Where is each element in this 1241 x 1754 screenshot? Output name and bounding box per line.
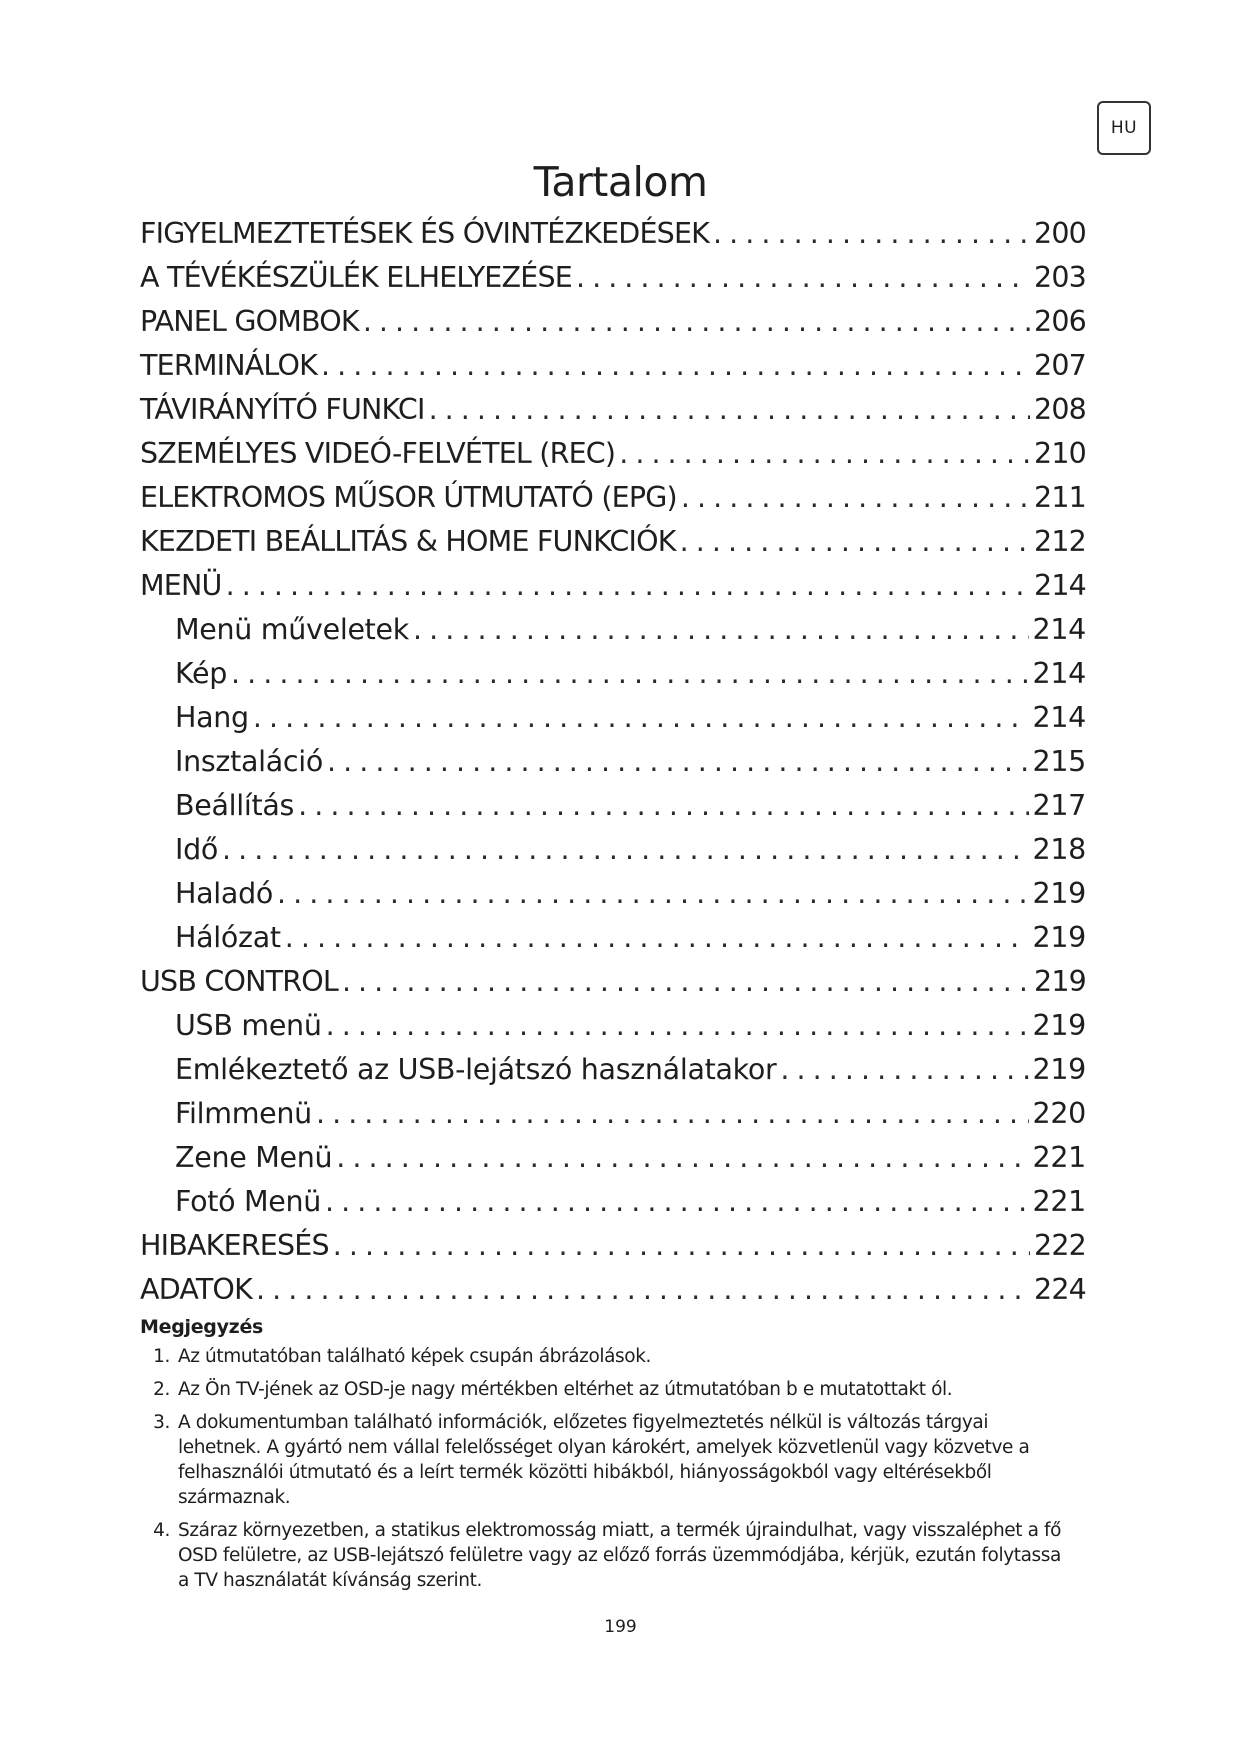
- toc-entry-title: Fotó Menü: [175, 1185, 322, 1218]
- toc-leader-dots: [256, 1268, 1030, 1312]
- note-text: A dokumentumban található információk, előzetes figyelmeztetés nélkül is változás tárgyai lehetnek. A gyártó nem vállal felelősséget olyan károkért, amelyek közvetlenül vagy közvetve a felhasználói útmutató és a leírt termék közötti hibákból, hiányosságokból vagy eltérésekből származnak.: [178, 1412, 1030, 1508]
- note-item: [140, 1377, 1070, 1402]
- toc-entry-page: 214: [1032, 613, 1086, 646]
- toc-entry-title: ADATOK: [140, 1273, 252, 1306]
- toc-entry-page: 207: [1034, 349, 1086, 382]
- toc-entry-page: 212: [1034, 525, 1086, 558]
- toc-entry[interactable]: [140, 608, 1086, 652]
- toc-entry-page: 210: [1034, 437, 1086, 470]
- toc-entry[interactable]: [140, 256, 1086, 300]
- toc-entry[interactable]: [140, 520, 1086, 564]
- toc-entry[interactable]: [140, 696, 1086, 740]
- note-number: 2.: [153, 1379, 170, 1400]
- toc-entry-page: 211: [1034, 481, 1086, 514]
- toc-entry[interactable]: [140, 1004, 1086, 1048]
- toc-entry-title: Idő: [175, 833, 219, 866]
- page-title: Tartalom: [533, 158, 708, 206]
- table-of-contents: [140, 212, 1086, 1312]
- toc-entry[interactable]: [140, 916, 1086, 960]
- note-item: [140, 1410, 1070, 1510]
- note-number: 3.: [153, 1412, 170, 1433]
- toc-entry-title: USB CONTROL: [140, 965, 338, 998]
- toc-leader-dots: [226, 564, 1030, 608]
- toc-leader-dots: [327, 740, 1028, 784]
- toc-leader-dots: [342, 960, 1030, 1004]
- toc-entry-page: 214: [1032, 657, 1086, 690]
- notes-list: [140, 1344, 1070, 1593]
- toc-entry[interactable]: [140, 872, 1086, 916]
- toc-entry[interactable]: [140, 652, 1086, 696]
- toc-entry-page: 206: [1034, 305, 1086, 338]
- toc-entry-title: SZEMÉLYES VIDEÓ-FELVÉTEL (REC): [140, 437, 616, 470]
- toc-entry-title: Menü műveletek: [175, 613, 410, 646]
- toc-leader-dots: [413, 608, 1028, 652]
- note-text: Száraz környezetben, a statikus elektromosság miatt, a termék újraindulhat, vagy visszaléphet a fő OSD felületre, az USB-lejátszó felületre vagy az előző forrás üzemmódjába, kérjük, ezután folytassa a TV használatát kívánság szerint.: [178, 1520, 1062, 1591]
- toc-entry[interactable]: [140, 564, 1086, 608]
- toc-leader-dots: [277, 872, 1028, 916]
- note-number: 4.: [153, 1520, 170, 1541]
- toc-entry-title: MENÜ: [140, 569, 222, 602]
- toc-leader-dots: [298, 784, 1028, 828]
- toc-leader-dots: [321, 344, 1030, 388]
- toc-leader-dots: [619, 432, 1030, 476]
- toc-entry[interactable]: [140, 432, 1086, 476]
- toc-entry-title: ELEKTROMOS MŰSOR ÚTMUTATÓ (EPG): [140, 481, 677, 514]
- toc-entry-title: PANEL GOMBOK: [140, 305, 359, 338]
- toc-entry-title: Insztaláció: [175, 745, 324, 778]
- toc-entry-title: TERMINÁLOK: [140, 349, 318, 382]
- toc-entry-page: 208: [1034, 393, 1086, 426]
- toc-entry-title: Kép: [175, 657, 227, 690]
- note-text: Az útmutatóban található képek csupán ábrázolások.: [178, 1346, 651, 1367]
- toc-entry-title: Haladó: [175, 877, 274, 910]
- toc-entry[interactable]: [140, 1048, 1086, 1092]
- toc-entry[interactable]: [140, 476, 1086, 520]
- toc-entry-page: 215: [1032, 745, 1086, 778]
- toc-entry-page: 214: [1032, 701, 1086, 734]
- toc-entry-page: 219: [1032, 1009, 1086, 1042]
- toc-leader-dots: [231, 652, 1029, 696]
- toc-entry[interactable]: [140, 828, 1086, 872]
- toc-entry-page: 220: [1032, 1097, 1086, 1130]
- toc-entry-page: 221: [1032, 1141, 1086, 1174]
- toc-leader-dots: [222, 828, 1028, 872]
- toc-entry-title: HIBAKERESÉS: [140, 1229, 329, 1262]
- toc-entry[interactable]: [140, 344, 1086, 388]
- language-badge: HU: [1097, 101, 1151, 155]
- toc-leader-dots: [780, 1048, 1028, 1092]
- toc-leader-dots: [253, 696, 1029, 740]
- toc-entry[interactable]: [140, 212, 1086, 256]
- toc-entry-page: 218: [1032, 833, 1086, 866]
- toc-leader-dots: [316, 1092, 1029, 1136]
- toc-entry-page: 219: [1032, 877, 1086, 910]
- toc-entry-title: USB menü: [175, 1009, 322, 1042]
- notes-heading: Megjegyzés: [140, 1316, 264, 1338]
- toc-entry[interactable]: [140, 388, 1086, 432]
- toc-entry-title: Hang: [175, 701, 249, 734]
- toc-leader-dots: [333, 1224, 1030, 1268]
- toc-entry-page: 221: [1032, 1185, 1086, 1218]
- page-number: 199: [604, 1617, 637, 1637]
- toc-entry[interactable]: [140, 784, 1086, 828]
- toc-leader-dots: [336, 1136, 1028, 1180]
- toc-entry-title: Beállítás: [175, 789, 295, 822]
- note-number: 1.: [153, 1346, 170, 1367]
- toc-leader-dots: [681, 476, 1030, 520]
- toc-leader-dots: [285, 916, 1029, 960]
- toc-entry-title: A TÉVÉKÉSZÜLÉK ELHELYEZÉSE: [140, 261, 572, 294]
- toc-entry-page: 222: [1034, 1229, 1086, 1262]
- toc-entry-page: 217: [1032, 789, 1086, 822]
- toc-leader-dots: [576, 256, 1030, 300]
- toc-entry[interactable]: [140, 1224, 1086, 1268]
- toc-leader-dots: [325, 1180, 1028, 1224]
- notes-section: [140, 1316, 1070, 1601]
- note-item: [140, 1344, 1070, 1369]
- toc-entry[interactable]: [140, 1268, 1086, 1312]
- toc-entry-title: KEZDETI BEÁLLITÁS & HOME FUNKCIÓK: [140, 525, 676, 558]
- toc-leader-dots: [326, 1004, 1029, 1048]
- toc-entry-page: 200: [1034, 217, 1086, 250]
- toc-entry-page: 224: [1034, 1273, 1086, 1306]
- note-item: [140, 1518, 1070, 1593]
- toc-entry-title: Emlékeztető az USB-lejátszó használatakor: [175, 1053, 777, 1086]
- toc-entry[interactable]: [140, 960, 1086, 1004]
- toc-entry-title: Filmmenü: [175, 1097, 312, 1130]
- toc-leader-dots: [680, 520, 1030, 564]
- toc-entry-title: Zene Menü: [175, 1141, 333, 1174]
- toc-entry[interactable]: [140, 300, 1086, 344]
- toc-entry[interactable]: [140, 740, 1086, 784]
- toc-entry-page: 219: [1032, 1053, 1086, 1086]
- toc-leader-dots: [429, 388, 1030, 432]
- toc-entry-title: Hálózat: [175, 921, 281, 954]
- toc-entry-page: 214: [1034, 569, 1086, 602]
- note-text: Az Ön TV-jének az OSD-je nagy mértékben eltérhet az útmutatóban b e mutatottakt ól.: [178, 1379, 953, 1400]
- toc-entry-page: 219: [1032, 921, 1086, 954]
- toc-entry[interactable]: [140, 1092, 1086, 1136]
- toc-entry[interactable]: [140, 1180, 1086, 1224]
- toc-entry-page: 219: [1034, 965, 1086, 998]
- toc-entry[interactable]: [140, 1136, 1086, 1180]
- toc-leader-dots: [363, 300, 1030, 344]
- toc-leader-dots: [713, 212, 1030, 256]
- toc-entry-title: TÁVIRÁNYÍTÓ FUNKCI: [140, 393, 425, 426]
- toc-entry-title: FIGYELMEZTETÉSEK ÉS ÓVINTÉZKEDÉSEK: [140, 217, 710, 250]
- toc-entry-page: 203: [1034, 261, 1086, 294]
